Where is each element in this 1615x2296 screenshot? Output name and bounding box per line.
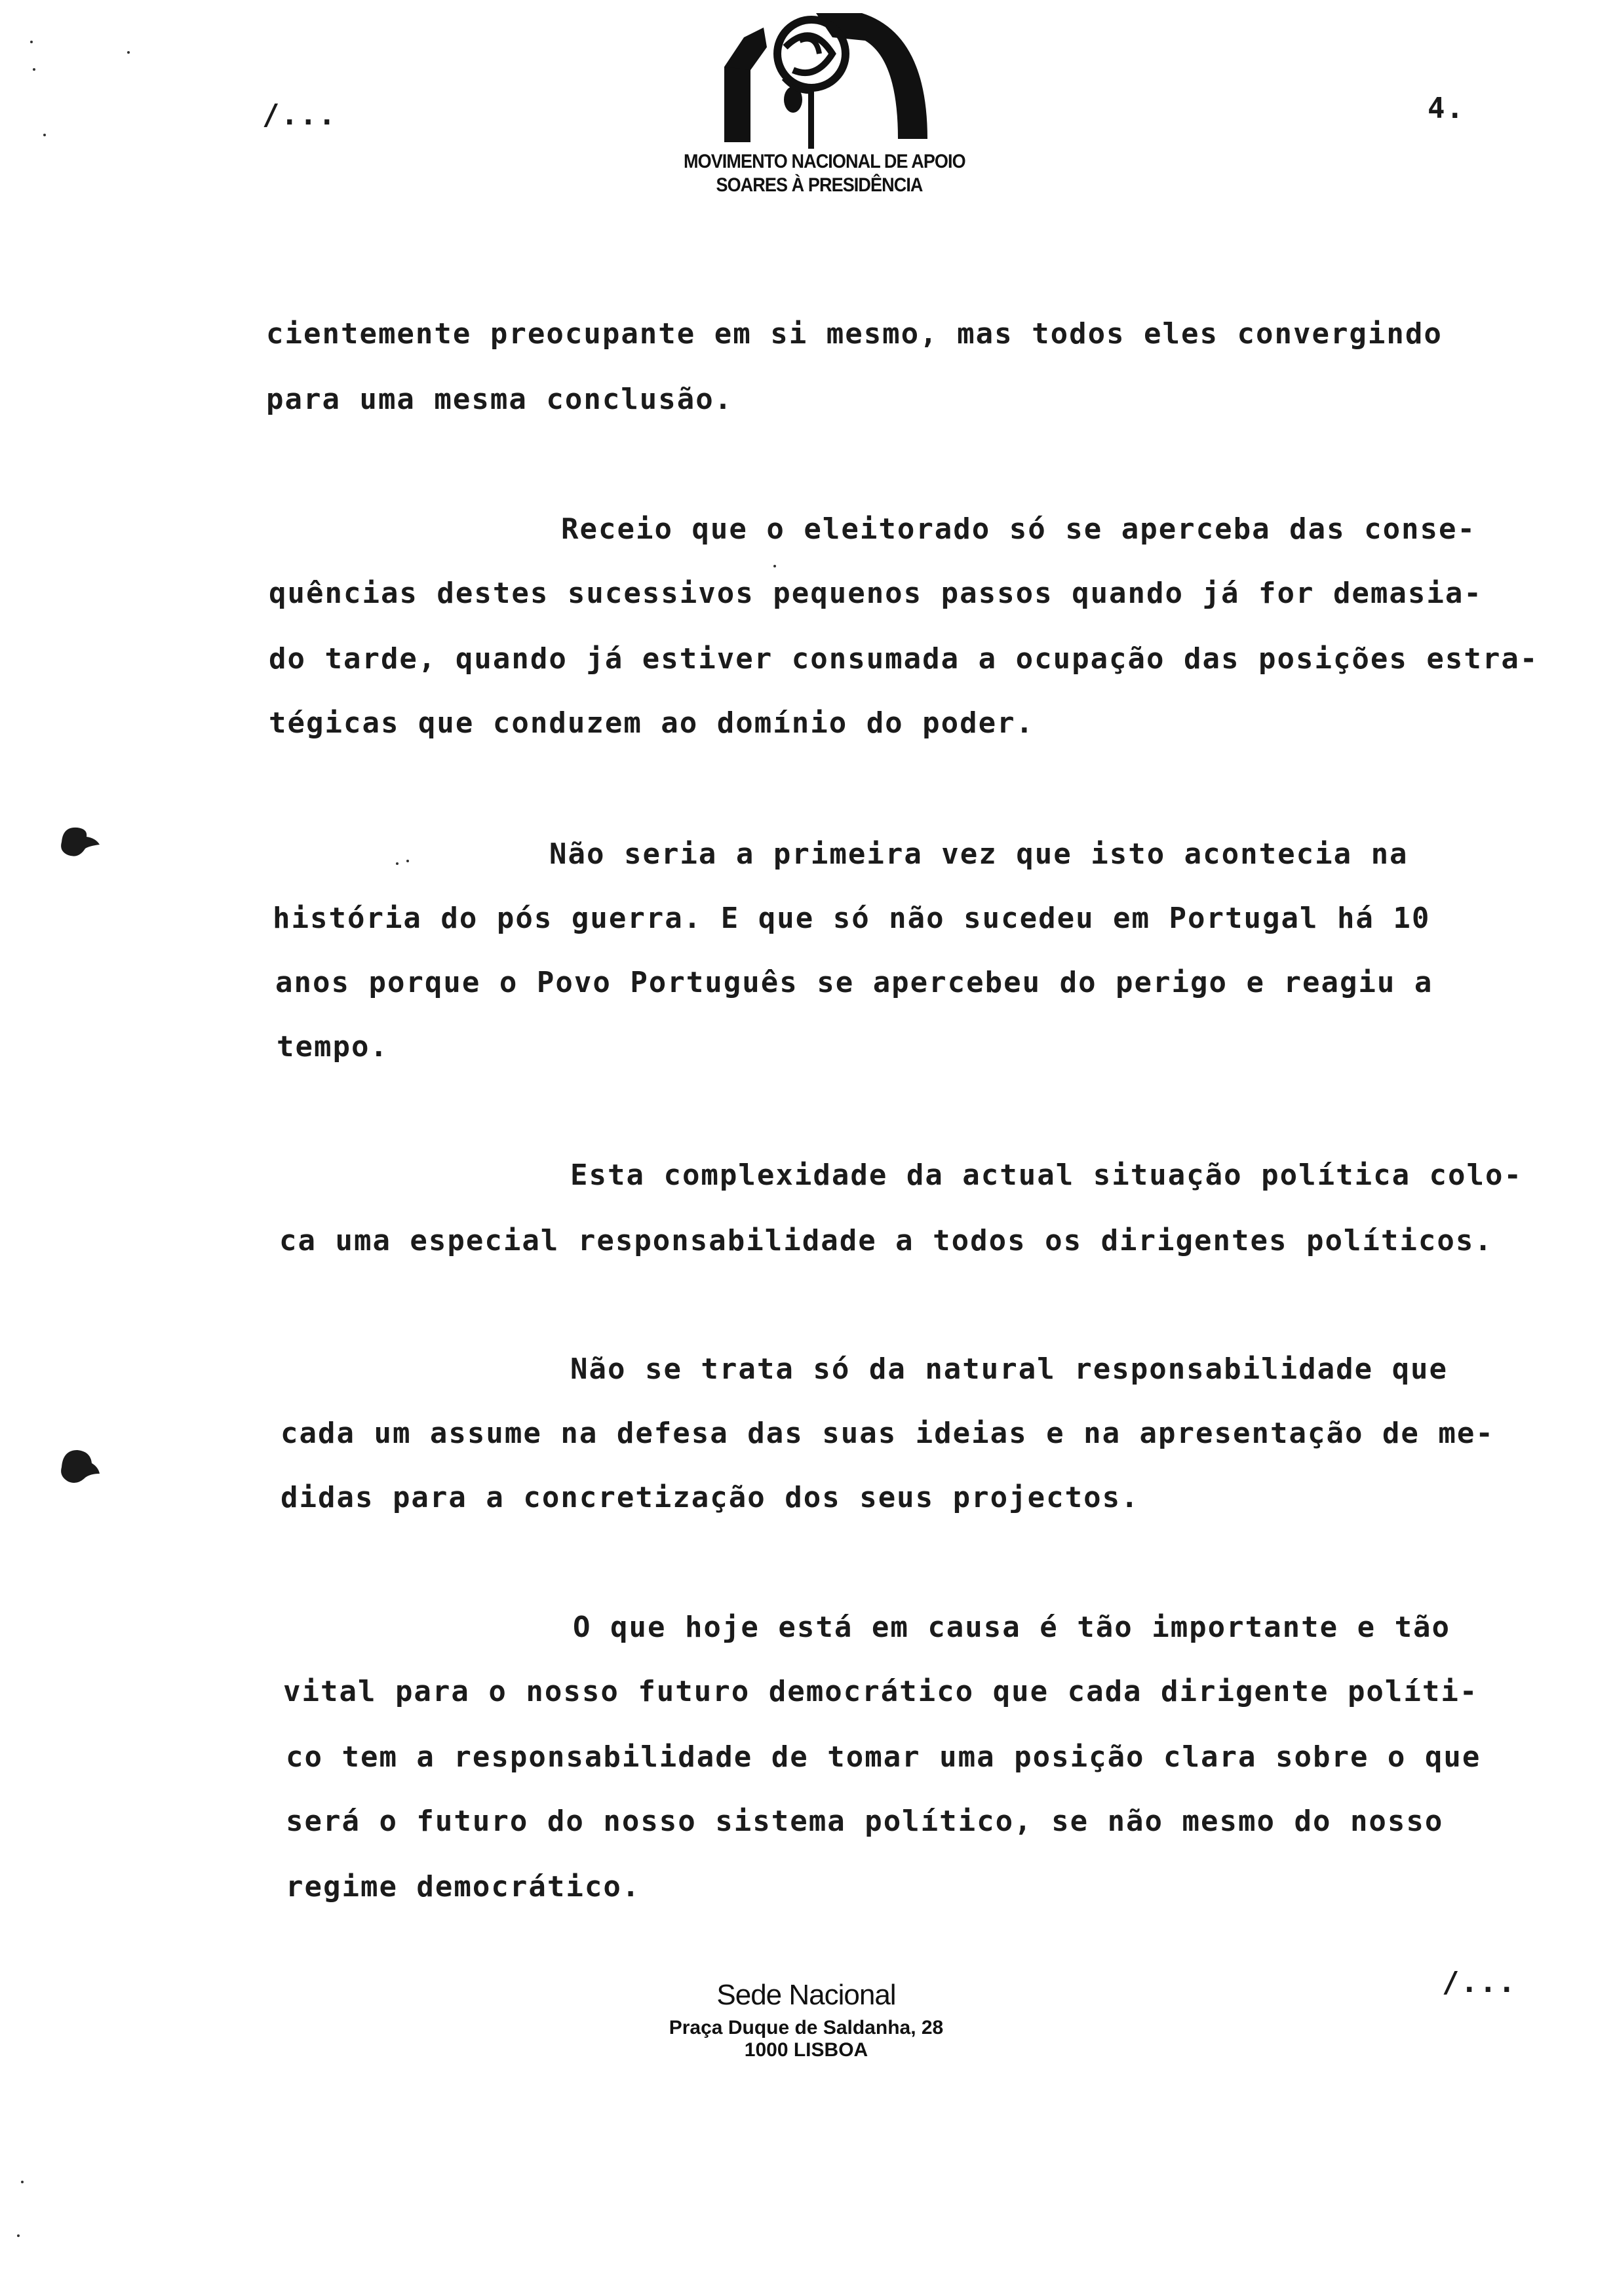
scan-speck: [396, 862, 399, 865]
logo-text-line-2: SOARES À PRESIDÊNCIA: [716, 174, 923, 196]
body-line: Não se trata só da natural responsabilidade que: [570, 1352, 1449, 1386]
body-line: tempo.: [277, 1030, 389, 1063]
body-line: co tem a responsabilidade de tomar uma posição clara sobre o que: [286, 1740, 1481, 1774]
body-line: vital para o nosso futuro democrático que cada dirigente políti-: [283, 1675, 1479, 1708]
body-line: quências destes sucessivos pequenos passos quando já for demasia-: [269, 577, 1483, 610]
footer-title: Sede Nacional: [716, 1979, 896, 2011]
body-line: Esta complexidade da actual situação política colo-: [570, 1158, 1523, 1192]
campaign-logo: [669, 8, 970, 198]
body-line: cada um assume na defesa das suas ideias e na apresentação de me-: [281, 1417, 1494, 1450]
body-line: regime democrático.: [286, 1870, 641, 1904]
scan-speck: [17, 2234, 20, 2237]
body-line: ca uma especial responsabilidade a todos os dirigentes políticos.: [279, 1224, 1493, 1257]
page-number: 4.: [1428, 92, 1465, 125]
continuation-mark-top: /...: [262, 98, 337, 132]
scan-speck: [406, 860, 409, 862]
scan-speck: [30, 41, 33, 43]
body-line: tégicas que conduzem ao domínio do poder.: [269, 706, 1035, 740]
scan-speck: [43, 134, 46, 136]
body-line: Receio que o eleitorado só se aperceba das conse-: [561, 512, 1477, 546]
continuation-mark-bottom: /...: [1442, 1966, 1517, 1999]
body-line: O que hoje está em causa é tão importante e tão: [573, 1611, 1451, 1644]
scan-speck: [773, 565, 776, 567]
body-line: Não seria a primeira vez que isto acontecia na: [549, 837, 1409, 871]
scan-speck: [127, 51, 130, 54]
footer-address: Praça Duque de Saldanha, 28: [669, 2017, 944, 2038]
body-line: para uma mesma conclusão.: [266, 383, 733, 416]
logo-emblem-icon: [701, 8, 937, 149]
footer-city: 1000 LISBOA: [744, 2039, 868, 2061]
body-line: didas para a concretização dos seus projectos.: [281, 1481, 1140, 1514]
body-line: história do pós guerra. E que só não sucedeu em Portugal há 10: [273, 902, 1431, 935]
body-line: anos porque o Povo Português se apercebeu do perigo e reagiu a: [275, 966, 1433, 999]
punch-hole-blot-icon: [56, 822, 104, 862]
body-line: será o futuro do nosso sistema político, se não mesmo do nosso: [286, 1805, 1444, 1838]
scan-speck: [21, 2181, 24, 2183]
body-line: cientemente preocupante em si mesmo, mas todos eles convergindo: [266, 317, 1443, 351]
punch-hole-blot-icon: [58, 1445, 105, 1488]
logo-text-line-1: MOVIMENTO NACIONAL DE APOIO: [684, 151, 965, 172]
body-line: do tarde, quando já estiver consumada a ocupação das posições estra-: [269, 642, 1539, 676]
scan-speck: [33, 68, 35, 71]
